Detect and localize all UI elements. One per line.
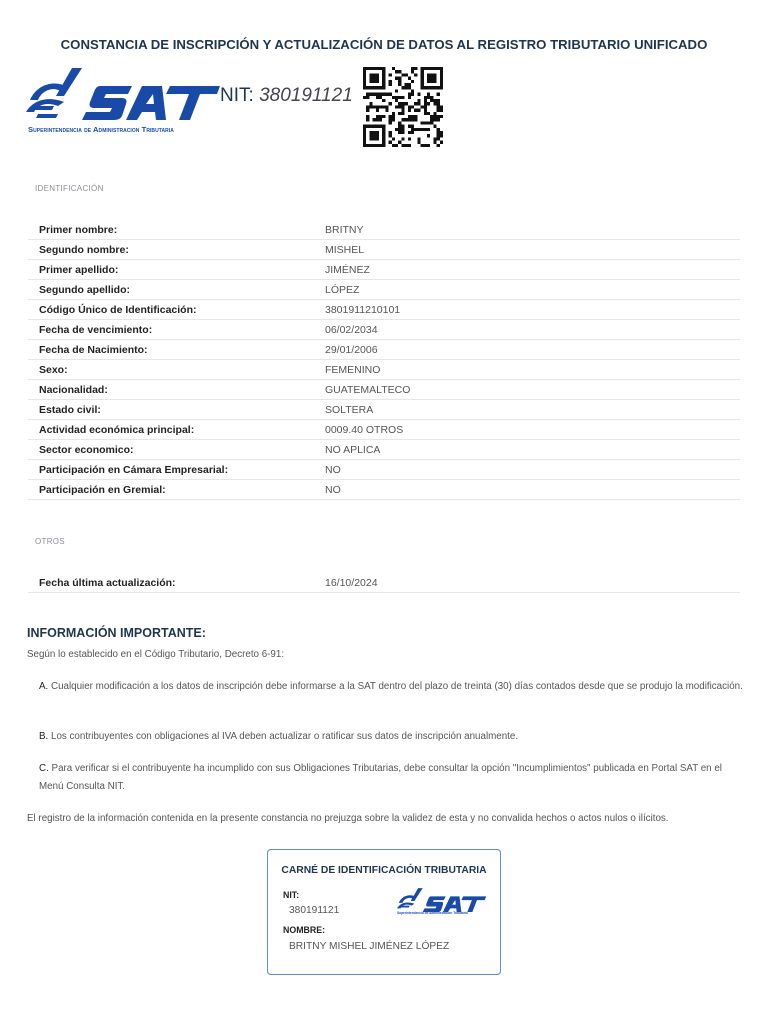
card-logo-subtitle: Superintendencia de Administracion Tributaria xyxy=(397,911,468,915)
info-item-text: Cualquier modificación a los datos de inscripción debe informarse a la SAT dentro del plazo de treinta (30) días contados desde que se produjo la modificación. xyxy=(51,681,743,692)
card-name-label: NOMBRE: xyxy=(283,925,326,935)
field-label: Primer apellido: xyxy=(39,263,119,276)
field-value: FEMENINO xyxy=(325,363,381,376)
carne-card xyxy=(267,849,501,975)
table-row xyxy=(28,280,740,300)
field-label: Actividad económica principal: xyxy=(39,423,195,436)
closing-note: El registro de la información contenida en la presente constancia no prejuzga sobre la validez de esta y no convalida hechos o actos nulos o ilícitos. xyxy=(27,813,669,824)
table-row xyxy=(28,480,740,500)
identificacion-table xyxy=(28,220,740,500)
field-label: Código Único de Identificación: xyxy=(39,303,197,316)
table-row xyxy=(28,400,740,420)
table-row xyxy=(28,360,740,380)
document-title: CONSTANCIA DE INSCRIPCIÓN Y ACTUALIZACIÓN DE DATOS AL REGISTRO TRIBUTARIO UNIFICADO xyxy=(60,37,708,52)
field-value: NO APLICA xyxy=(325,443,381,456)
field-label: Estado civil: xyxy=(39,403,101,416)
info-item-a xyxy=(39,678,744,696)
table-row xyxy=(28,340,740,360)
field-value: SOLTERA xyxy=(325,403,374,416)
field-label: Segundo apellido: xyxy=(39,283,130,296)
field-label: Fecha de Nacimiento: xyxy=(39,343,148,356)
table-row xyxy=(28,440,740,460)
field-value: LÓPEZ xyxy=(325,283,360,296)
table-row xyxy=(28,320,740,340)
field-label: Nacionalidad: xyxy=(39,383,108,396)
table-row xyxy=(28,460,740,480)
field-value: NO xyxy=(325,483,341,496)
qr-code-icon xyxy=(363,67,443,147)
field-value: JIMÉNEZ xyxy=(325,263,370,276)
card-name-value: BRITNY MISHEL JIMÉNEZ LÓPEZ xyxy=(289,941,450,952)
table-row xyxy=(28,380,740,400)
card-nit-value: 380191121 xyxy=(289,905,340,916)
field-value: GUATEMALTECO xyxy=(325,383,411,396)
table-row xyxy=(28,260,740,280)
info-item-b xyxy=(39,728,744,746)
field-value: 29/01/2006 xyxy=(325,343,378,356)
info-item-letter: B. xyxy=(39,731,49,742)
field-label: Participación en Gremial: xyxy=(39,483,166,496)
sat-logo xyxy=(24,66,224,140)
field-label: Sexo: xyxy=(39,363,68,376)
field-label: Segundo nombre: xyxy=(39,243,129,256)
field-value: 3801911210101 xyxy=(325,303,401,316)
field-value: NO xyxy=(325,463,341,476)
section-label-otros: OTROS xyxy=(35,537,65,546)
table-row xyxy=(28,573,740,593)
info-item-letter: C. xyxy=(39,763,49,774)
field-value: BRITNY xyxy=(325,223,364,236)
field-label: Primer nombre: xyxy=(39,223,118,236)
field-value: 16/10/2024 xyxy=(325,576,378,589)
field-value: MISHEL xyxy=(325,243,365,256)
info-item-c xyxy=(39,760,744,796)
card-nit-label: NIT: xyxy=(283,890,300,900)
table-row xyxy=(28,420,740,440)
info-title: INFORMACIÓN IMPORTANTE: xyxy=(27,626,206,640)
otros-table xyxy=(28,573,740,593)
info-item-text: Para verificar si el contribuyente ha incumplido con sus Obligaciones Tributarias, debe consultar la opción "Incumplimientos" publicada en Portal SAT en el Menú Consulta NIT. xyxy=(39,763,722,792)
info-item-letter: A. xyxy=(39,681,49,692)
header-nit-value: 380191121 xyxy=(259,85,353,106)
header-nit xyxy=(220,85,353,107)
logo-subtitle: Superintendencia de Administracion Tributaria xyxy=(28,125,174,134)
table-row xyxy=(28,300,740,320)
field-value: 0009.40 OTROS xyxy=(325,423,404,436)
field-label: Participación en Cámara Empresarial: xyxy=(39,463,229,476)
header-nit-label: NIT: xyxy=(220,85,254,106)
table-row xyxy=(28,240,740,260)
section-label-identificacion: IDENTIFICACIÓN xyxy=(35,184,104,193)
field-label: Sector economico: xyxy=(39,443,134,456)
field-value: 06/02/2034 xyxy=(325,323,378,336)
card-title: CARNÉ DE IDENTIFICACIÓN TRIBUTARIA xyxy=(281,865,487,876)
info-item-text: Los contribuyentes con obligaciones al IVA deben actualizar o ratificar sus datos de inscripción anualmente. xyxy=(51,731,519,742)
table-row xyxy=(28,220,740,240)
sat-logo-icon xyxy=(24,66,224,126)
field-label: Fecha última actualización: xyxy=(39,576,176,589)
info-intro: Según lo establecido en el Código Tributario, Decreto 6-91: xyxy=(27,649,285,660)
field-label: Fecha de vencimiento: xyxy=(39,323,153,336)
